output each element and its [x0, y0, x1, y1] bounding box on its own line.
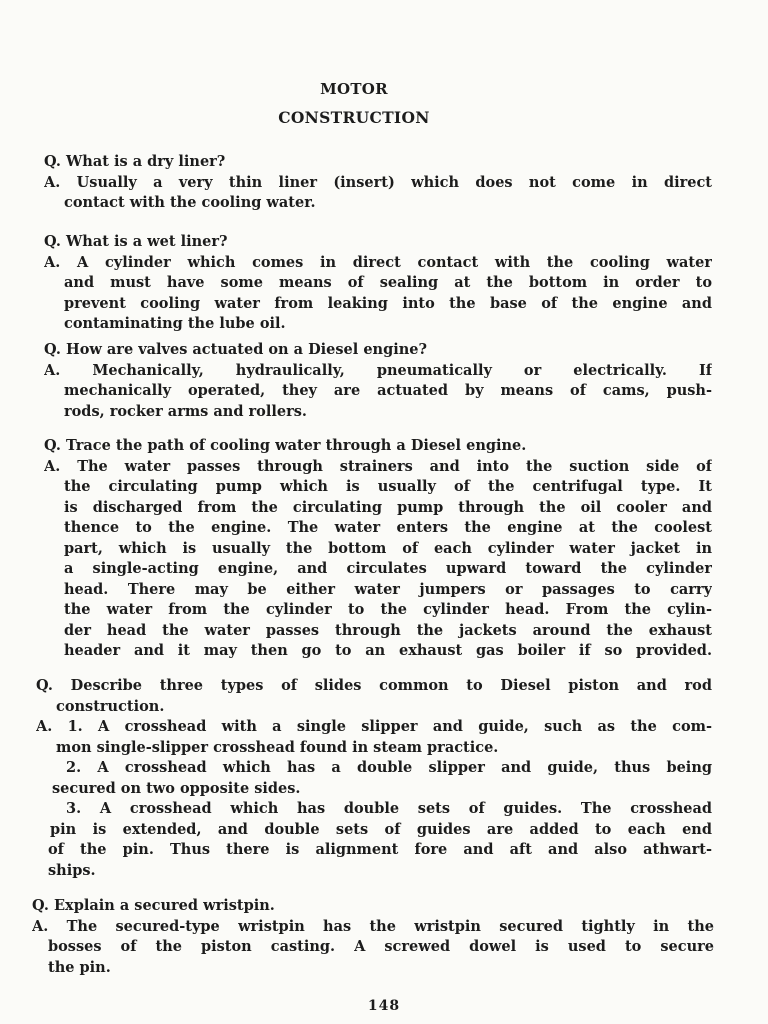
question-line: Q. How are valves actuated on a Diesel engine? [44, 341, 428, 358]
answer-line: a single-acting engine, and circulates upward toward the cylinder [64, 560, 712, 577]
question-line: Q. Describe three types of slides common to Diesel piston and rod [36, 677, 712, 694]
answer-line: pin is extended, and double sets of guides are added to each end [50, 820, 712, 838]
answer-line: A. The water passes through strainers and into the suction side of [44, 457, 712, 475]
answer-line: head. There may be either water jumpers or passages to carry [64, 580, 712, 598]
answer-line: prevent cooling water from leaking into the base of the engine and [64, 294, 712, 312]
answer-line: rods, rocker arms and rollers. [64, 402, 307, 420]
qa-block-dry-liner [44, 152, 712, 214]
answer-line: contaminating the lube oil. [64, 315, 286, 332]
answer-line: part, which is usually the bottom of each cylinder water jacket in [64, 539, 712, 557]
answer-line: the circulating pump which is usually of the centrifugal type. It [64, 478, 712, 495]
section-subtitle: CONSTRUCTION [278, 108, 430, 127]
qa-block-cooling-water [44, 436, 712, 662]
answer-line: A. The secured-type wristpin has the wristpin secured tightly in the [32, 917, 714, 935]
question-line: Q. Trace the path of cooling water through a Diesel engine. [44, 437, 527, 454]
question-line: Q. Explain a secured wristpin. [32, 897, 275, 914]
qa-block-wristpin [32, 896, 714, 978]
answer-line: der head the water passes through the jackets around the exhaust [64, 621, 712, 639]
answer-line: mechanically operated, they are actuated by means of cams, push- [64, 382, 712, 399]
answer-line: is discharged from the circulating pump through the oil cooler and [64, 498, 712, 516]
answer-line: 3. A crosshead which has double sets of guides. The crosshead [66, 800, 712, 817]
answer-line: A. Mechanically, hydraulically, pneumatically or electrically. If [44, 361, 712, 379]
answer-line: header and it may then go to an exhaust gas boiler if so provided. [64, 642, 712, 659]
section-title: MOTOR [320, 80, 388, 98]
answer-line: A. A cylinder which comes in direct contact with the cooling water [44, 253, 712, 271]
answer-line: of the pin. Thus there is alignment fore and aft and also athwart- [48, 841, 712, 858]
qa-block-slides [36, 676, 712, 881]
question-line: Q. What is a dry liner? [44, 153, 226, 170]
answer-line: thence to the engine. The water enters the engine at the coolest [64, 519, 712, 536]
answer-line: contact with the cooling water. [64, 194, 316, 211]
answer-line: and must have some means of sealing at the bottom in order to [64, 274, 712, 291]
qa-block-valves [44, 340, 712, 422]
answer-line: secured on two opposite sides. [52, 779, 301, 797]
qa-block-wet-liner [44, 232, 712, 335]
question-line: Q. What is a wet liner? [44, 233, 228, 250]
answer-line: the pin. [48, 958, 111, 976]
answer-line: the water from the cylinder to the cylinder head. From the cylin- [64, 601, 712, 618]
question-line: construction. [56, 697, 165, 715]
answer-line: A. Usually a very thin liner (insert) which does not come in direct [44, 173, 712, 191]
answer-line: mon single-slipper crosshead found in steam practice. [56, 738, 499, 756]
answer-line: A. 1. A crosshead with a single slipper and guide, such as the com- [36, 718, 712, 735]
answer-line: ships. [48, 861, 96, 879]
answer-line: 2. A crosshead which has a double slipper and guide, thus being [66, 759, 712, 776]
page-number: 148 [367, 998, 401, 1014]
answer-line: bosses of the piston casting. A screwed dowel is used to secure [48, 938, 714, 955]
